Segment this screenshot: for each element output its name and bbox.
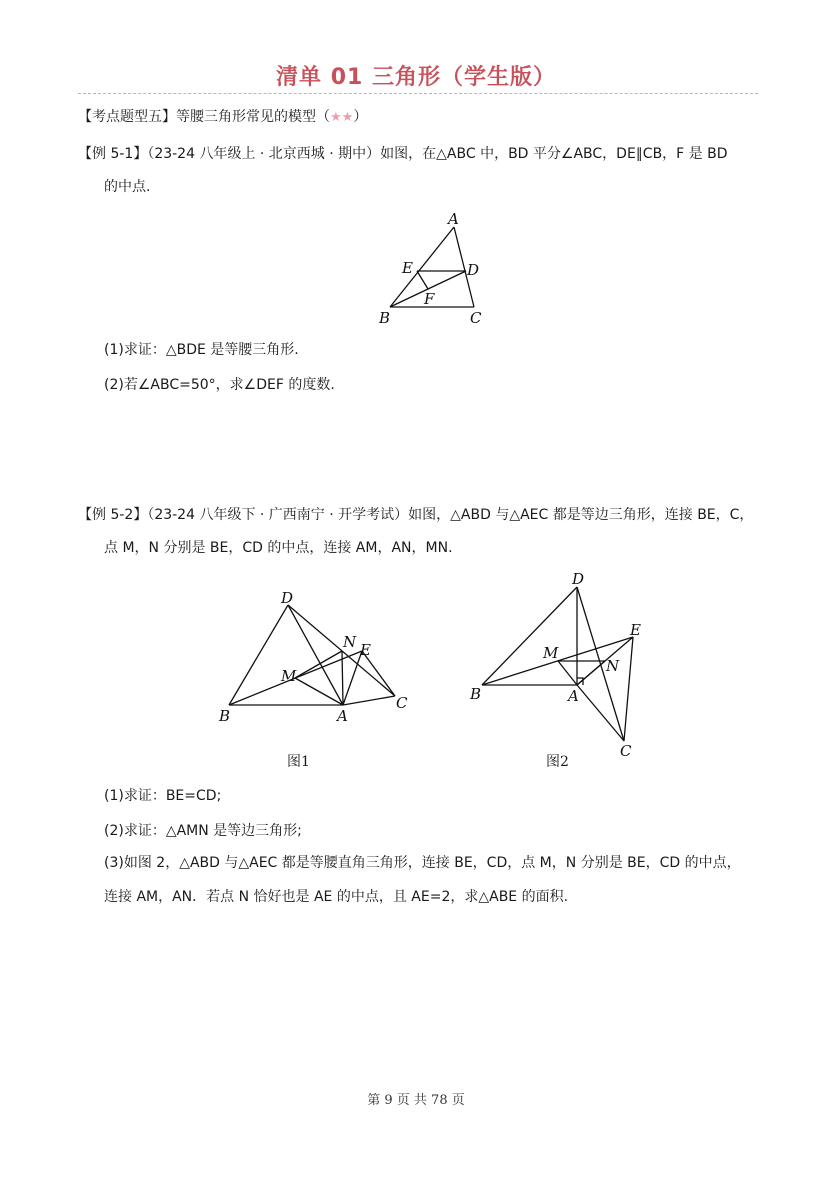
label-a: A — [337, 707, 348, 725]
figure-1-equilateral — [215, 585, 425, 730]
star-rating-icon: ★★ — [330, 110, 354, 125]
example-2-question-2: (2)求证：△AMN 是等边三角形; — [104, 823, 302, 839]
segment-am — [558, 661, 577, 685]
example-2-question-3-line1: (3)如图 2，△ABD 与△AEC 都是等腰直角三角形，连接 BE，CD，点 M，N 分别是 BE，CD 的中点， — [104, 855, 741, 871]
segment-mn — [295, 651, 342, 678]
label-d: D — [281, 589, 294, 607]
label-d: D — [572, 570, 585, 588]
section-heading — [78, 107, 367, 128]
example-2-stem-line2: 点 M，N 分别是 BE，CD 的中点，连接 AM，AN，MN. — [104, 540, 453, 556]
label-f: F — [424, 290, 435, 308]
label-a: A — [568, 687, 579, 705]
figure-1-caption: 图1 — [287, 754, 310, 770]
example-1-stem-line1: 【例 5-1】（23-24 八年级上 · 北京西城 · 期中）如图，在△ABC 中，BD 平分∠ABC，DE∥CB，F 是 BD — [78, 146, 728, 162]
label-n: N — [606, 657, 620, 675]
segment-ac — [343, 696, 395, 705]
label-d: D — [467, 261, 480, 279]
label-n: N — [343, 633, 357, 651]
label-b: B — [219, 707, 231, 725]
label-a: A — [448, 210, 459, 228]
example-2-stem-line1: 【例 5-2】（23-24 八年级下 · 广西南宁 · 开学考试）如图，△ABD 与△AEC 都是等边三角形，连接 BE，C， — [78, 507, 754, 523]
figure-2-caption: 图2 — [546, 754, 569, 770]
label-b: B — [379, 309, 391, 327]
segment-an — [577, 661, 605, 685]
segment-ec — [624, 637, 633, 741]
example-1-question-1: (1)求证：△BDE 是等腰三角形. — [104, 342, 299, 358]
label-e: E — [630, 621, 641, 639]
segment-ef — [417, 271, 428, 289]
figure-2-isosceles-right — [462, 565, 652, 765]
segment-bd — [229, 605, 288, 705]
label-c: C — [470, 309, 482, 327]
label-m: M — [281, 667, 297, 685]
section-close: ） — [353, 109, 368, 125]
label-e: E — [360, 641, 371, 659]
label-e: E — [402, 259, 413, 277]
segment-ab — [390, 227, 454, 307]
example-1-question-2: (2)若∠ABC=50°，求∠DEF 的度数. — [104, 377, 335, 393]
page-title: 清单 01 三角形（学生版） — [276, 65, 556, 90]
example-2-question-3-line2: 连接 AM，AN．若点 N 恰好也是 AE 的中点，且 AE=2，求△ABE 的面积. — [104, 889, 569, 905]
label-m: M — [543, 644, 559, 662]
example-2-question-1: (1)求证：BE=CD; — [104, 788, 222, 804]
segment-ac — [577, 685, 624, 741]
label-c: C — [396, 694, 408, 712]
label-b: B — [470, 685, 482, 703]
example-1-stem-line2: 的中点. — [104, 179, 151, 195]
label-c: C — [620, 742, 632, 760]
section-label: 【考点题型五】等腰三角形常见的模型（ — [78, 109, 330, 125]
title-divider — [78, 93, 758, 94]
figure-triangle-abc — [370, 205, 500, 330]
page-footer: 第 9 页 共 78 页 — [367, 1093, 465, 1108]
